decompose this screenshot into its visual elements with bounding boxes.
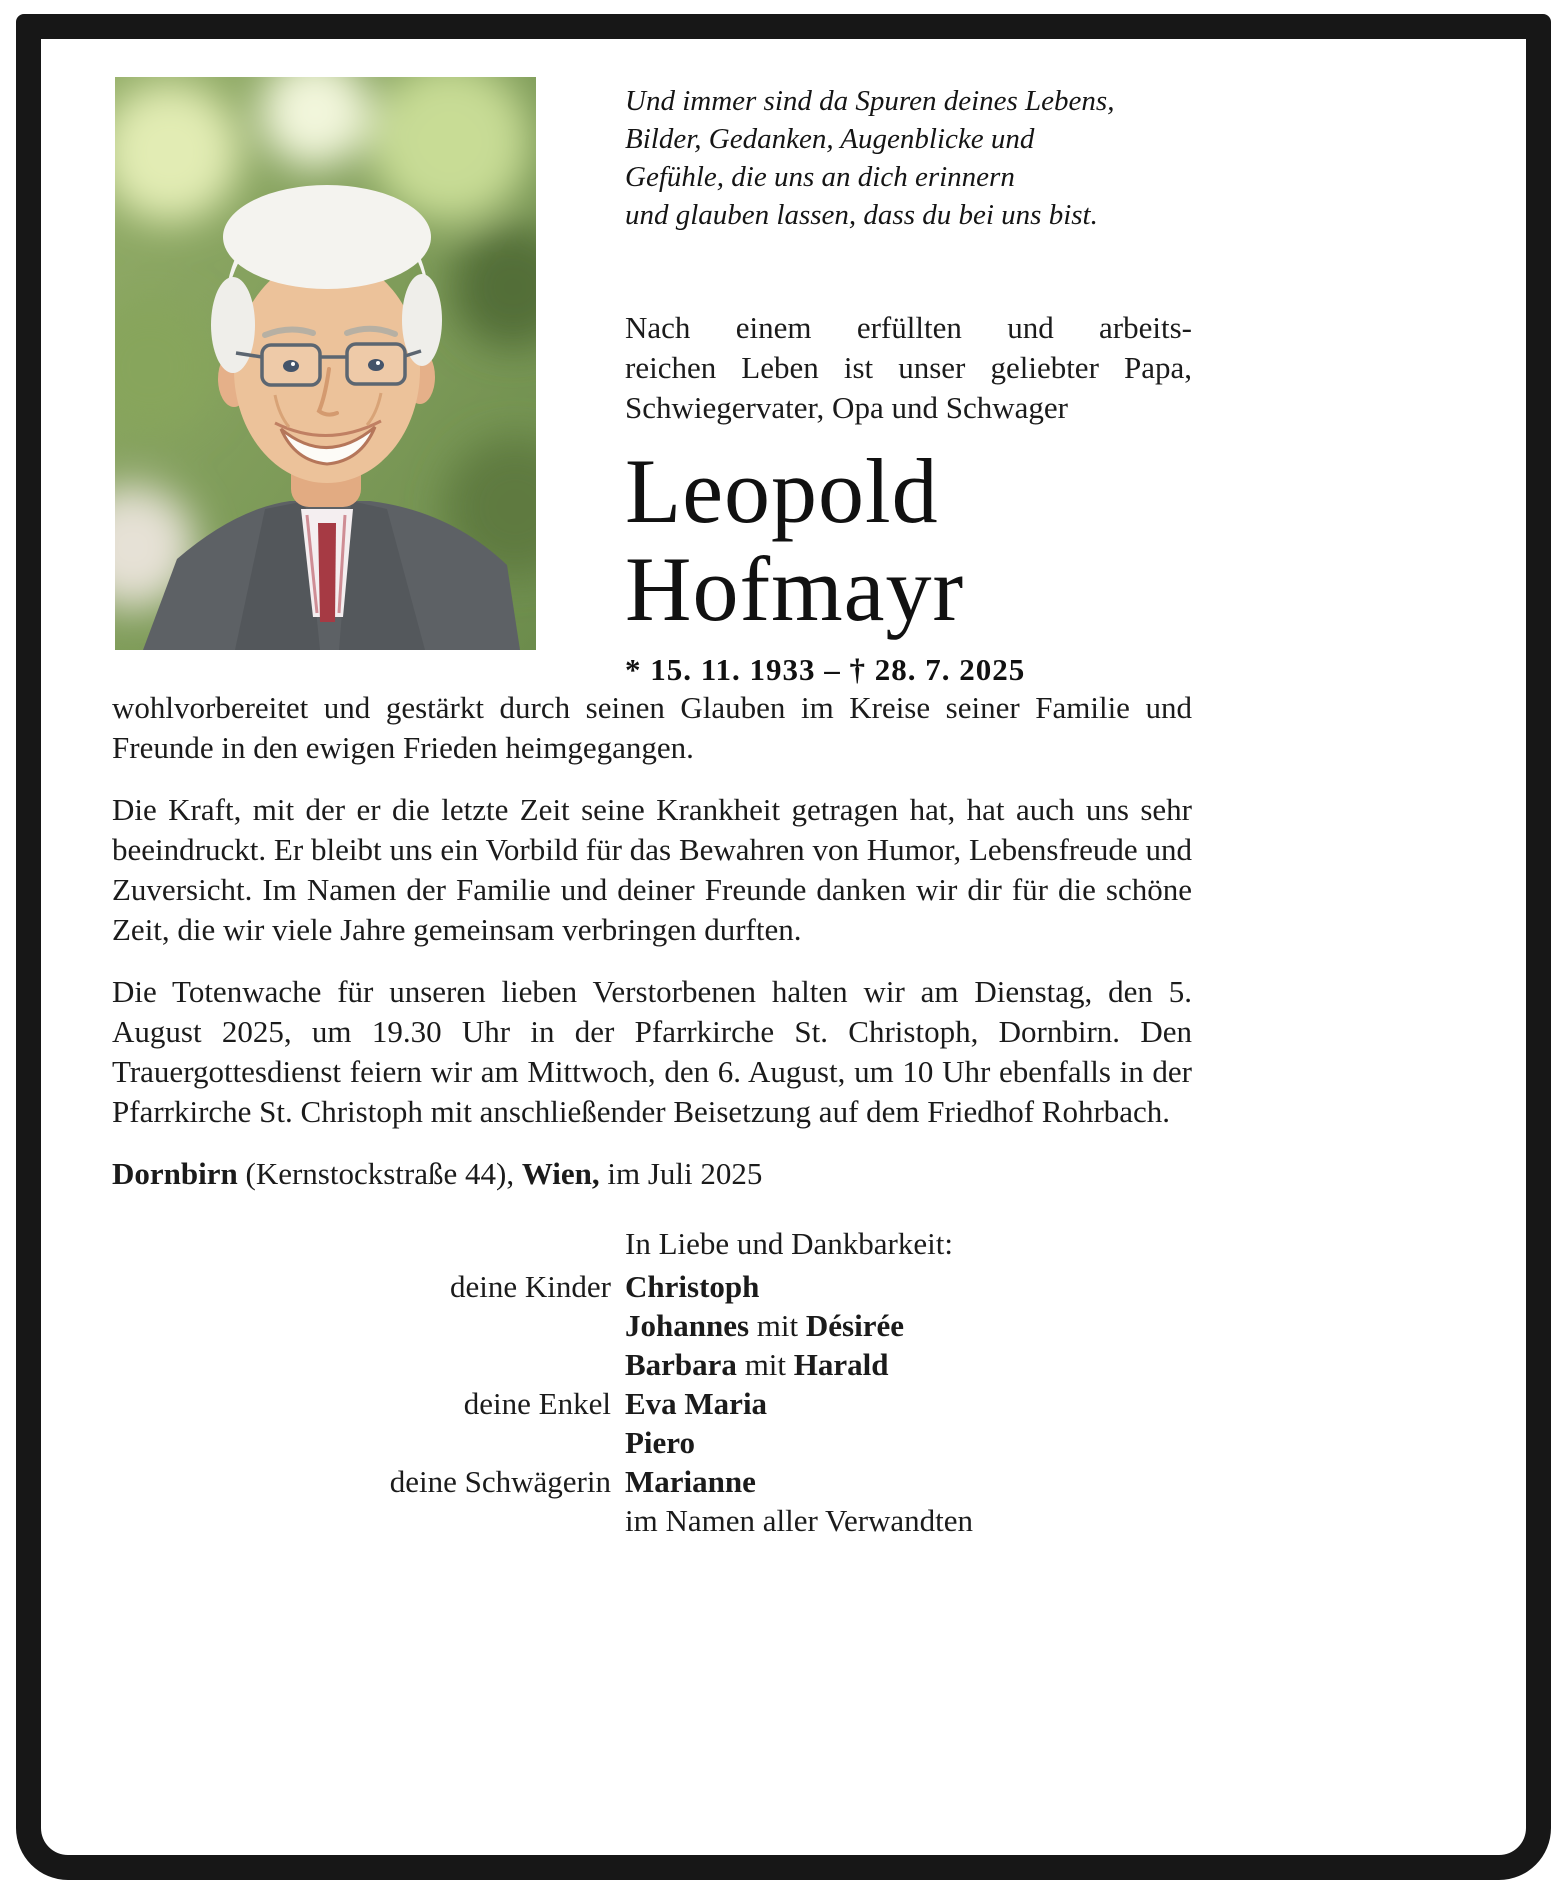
memorial-poem xyxy=(625,82,1192,234)
body-paragraph: Die Totenwache für unseren lieben Verstorbenen halten wir am Dienstag, den 5. August 2025, um 19.30 Uhr in der Pfarrkirche St. Christoph, Dornbirn. Den Trauergottesdienst feiern wir am Mittwoch, den 6. August, um 10 Uhr ebenfalls in der Pfarrkirche St. Christoph mit anschließender Beisetzung auf dem Friedhof Rohrbach. xyxy=(112,974,1192,1129)
poem-line: Bilder, Gedanken, Augenblicke und xyxy=(625,123,1035,155)
body-paragraph: wohlvorbereitet und gestärkt durch seinen Glauben im Kreise seiner Familie und Freunde in den ewigen Frieden heimgegangen. xyxy=(112,690,1192,765)
family-member: Harald xyxy=(793,1347,889,1382)
place-city-2: Wien, xyxy=(521,1156,600,1191)
deceased-first-name: Leopold xyxy=(625,440,939,542)
poem-line: Und immer sind da Spuren deines Lebens, xyxy=(625,85,1115,117)
family-names xyxy=(625,1267,1192,1306)
family-relation-label xyxy=(112,1345,611,1384)
family-acknowledgement xyxy=(112,1224,1192,1540)
family-relation-label xyxy=(112,1306,611,1345)
family-connector: mit xyxy=(736,1347,794,1382)
birth-death-dates: * 15. 11. 1933 – † 28. 7. 2025 xyxy=(625,652,1026,687)
family-member: Eva Maria xyxy=(625,1386,768,1421)
header-right-column xyxy=(625,82,1192,688)
deceased-last-name: Hofmayr xyxy=(625,538,965,640)
family-relation-label: deine Kinder xyxy=(450,1269,611,1304)
place-date-line xyxy=(112,1154,1192,1194)
family-connector: mit xyxy=(749,1308,806,1343)
family-names xyxy=(625,1345,1192,1384)
family-relation-label: deine Schwägerin xyxy=(389,1464,611,1499)
intro-line: Schwiegervater, Opa und Schwager xyxy=(625,390,1068,425)
place-address: (Kernstockstraße 44), xyxy=(237,1156,522,1191)
place-month: im Juli 2025 xyxy=(599,1156,763,1191)
intro-line: reichen Leben ist unser geliebter Papa, xyxy=(625,350,1192,385)
notice-body xyxy=(112,688,1192,1540)
family-relation-label: deine Enkel xyxy=(463,1386,611,1421)
family-relation-label xyxy=(112,1423,611,1462)
poem-line: und glauben lassen, dass du bei uns bist. xyxy=(625,199,1098,231)
closing-footer: im Namen aller Verwandten xyxy=(625,1503,974,1538)
family-member: Barbara xyxy=(625,1347,737,1382)
intro-paragraph xyxy=(625,308,1192,428)
family-member: Piero xyxy=(625,1425,696,1460)
family-member: Désirée xyxy=(805,1308,904,1343)
family-member: Marianne xyxy=(625,1464,756,1499)
body-paragraph: Die Kraft, mit der er die letzte Zeit seine Krankheit getragen hat, hat auch uns sehr beeindruckt. Er bleibt uns ein Vorbild für das Bewahren von Humor, Lebensfreude und Zuversicht. Im Namen der Familie und deiner Freunde danken wir dir für die schöne Zeit, die wir viele Jahre gemeinsam verbringen durften. xyxy=(112,792,1192,947)
family-names xyxy=(625,1423,1192,1462)
family-spacer xyxy=(112,1501,611,1540)
place-city-1: Dornbirn xyxy=(112,1156,238,1191)
family-member: Christoph xyxy=(625,1269,760,1304)
portrait-photo xyxy=(115,77,536,650)
family-names xyxy=(625,1462,1192,1501)
closing-heading: In Liebe und Dankbarkeit: xyxy=(625,1226,953,1261)
family-names xyxy=(625,1384,1192,1423)
deceased-name xyxy=(625,442,1192,638)
intro-line: Nach einem erfüllten und arbeits- xyxy=(625,310,1192,345)
family-member: Johannes xyxy=(625,1308,750,1343)
family-spacer xyxy=(112,1224,611,1267)
family-names xyxy=(625,1306,1192,1345)
poem-line: Gefühle, die uns an dich erinnern xyxy=(625,161,1015,193)
portrait-photo-illustration xyxy=(115,77,536,650)
